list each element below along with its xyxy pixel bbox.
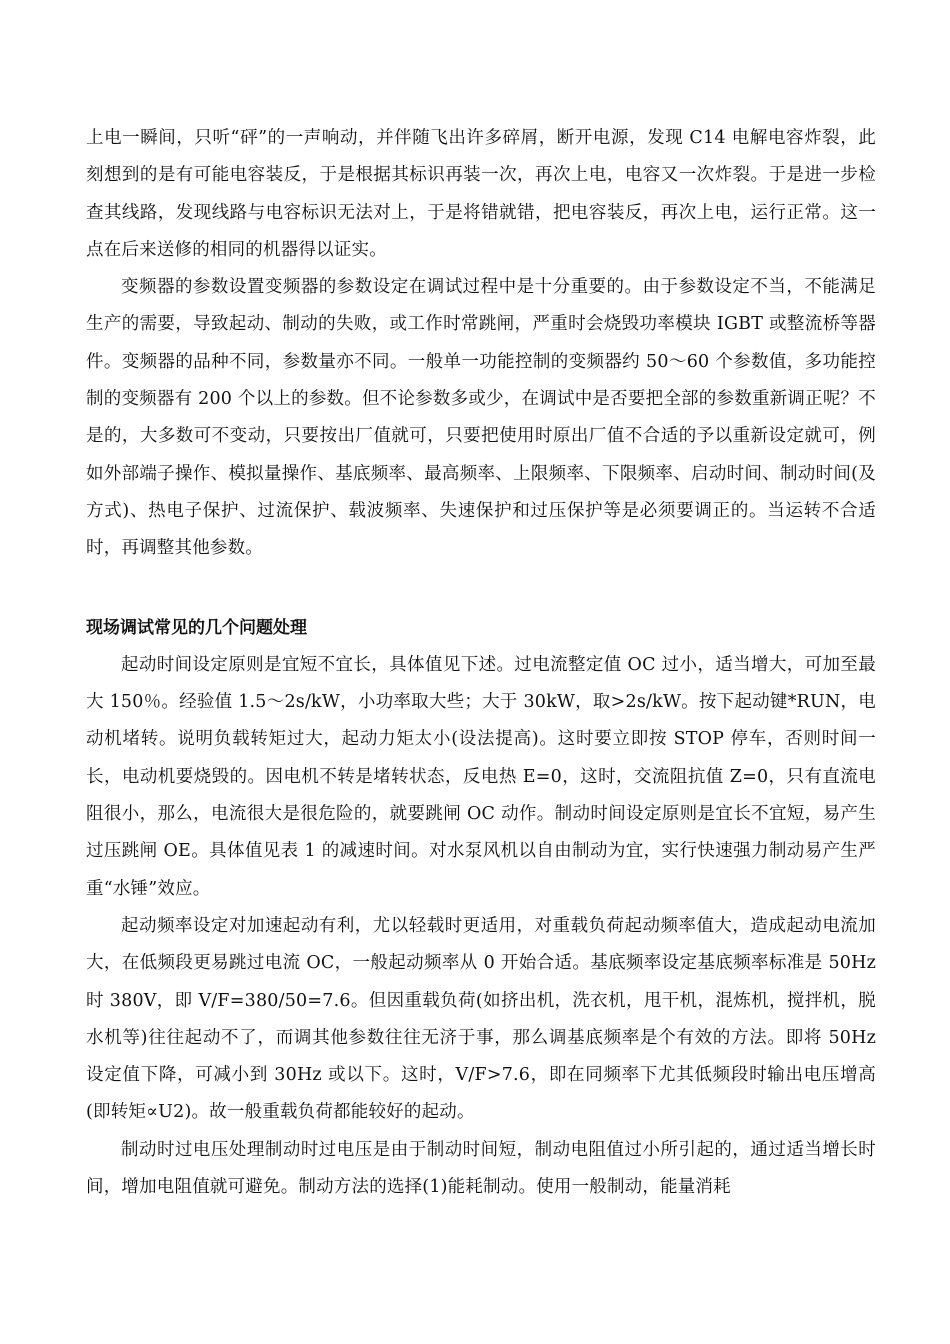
document-page — [86, 120, 876, 1206]
paragraph-braking-overvoltage: 制动时过电压处理制动时过电压是由于制动时间短，制动电阻值过小所引起的，通过适当增长时间，增加电阻值就可避免。制动方法的选择(1)能耗制动。使用一般制动，能量消耗 — [86, 1139, 876, 1198]
paragraph-start-time: 起动时间设定原则是宜短不宜长，具体值见下述。过电流整定值 OC 过小，适当增大，可加至最大 150％。经验值 1.5～2s/kW，小功率取大些；大于 30kW，取>2s/kW。按下起动键*RUN，电动机堵转。说明负载转矩过大，起动力矩太小(设法提高)。这时要立即按 STOP 停车，否则时间一长，电动机要烧毁的。因电机不转是堵转状态，反电热 E=0，这时，交流阻抗值 Z=0，只有直流电阻很小，那么，电流很大是很危险的，就要跳闸 OC 动作。制动时间设定原则是宜长不宜短，易产生过压跳闸 OE。具体值见表 1 的减速时间。对水泵风机以自由制动为宜，实行快速强力制动易产生严重“水锤”效应。 — [86, 654, 876, 899]
paragraph-start-frequency: 起动频率设定对加速起动有利，尤以轻载时更适用，对重载负荷起动频率值大，造成起动电流加大，在低频段更易跳过电流 OC，一般起动频率从 0 开始合适。基底频率设定基底频率标准是 50Hz 时 380V，即 V/F=380/50=7.6。但因重载负荷(如挤出机，洗衣机，甩干机，混炼机，搅拌机，脱水机等)往往起动不了，而调其他参数往往无济于事，那么调基底频率是个有效的方法。即将 50Hz 设定值下降，可减小到 30Hz 或以下。这时，V/F>7.6，即在同频率下尤其低频段时输出电压增高(即转矩∝U2)。故一般重载负荷都能较好的起动。 — [86, 915, 876, 1123]
paragraph-capacitor-failure: 上电一瞬间，只听“砰”的一声响动，并伴随飞出许多碎屑，断开电源，发现 C14 电解电容炸裂，此刻想到的是有可能电容装反，于是根据其标识再装一次，再次上电，电容又一次炸裂。于是进一步检查其线路，发现线路与电容标识无法对上，于是将错就错，把电容装反，再次上电，运行正常。这一点在后来送修的相同的机器得以证实。 — [86, 128, 876, 260]
paragraph-parameter-settings: 变频器的参数设置变频器的参数设定在调试过程中是十分重要的。由于参数设定不当，不能满足生产的需要，导致起动、制动的失败，或工作时常跳闸，严重时会烧毁功率模块 IGBT 或整流桥等器件。变频器的品种不同，参数量亦不同。一般单一功能控制的变频器约 50～60 个参数值，多功能控制的变频器有 200 个以上的参数。但不论参数多或少，在调试中是否要把全部的参数重新调正呢？不是的，大多数可不变动，只要按出厂值就可，只要把使用时原出厂值不合适的予以重新设定就可，例如外部端子操作、模拟量操作、基底频率、最高频率、上限频率、下限频率、启动时间、制动时间(及方式)、热电子保护、过流保护、载波频率、失速保护和过压保护等是必须要调正的。当运转不合适时，再调整其他参数。 — [86, 277, 876, 559]
section-heading: 现场调试常见的几个问题处理 — [86, 617, 307, 638]
